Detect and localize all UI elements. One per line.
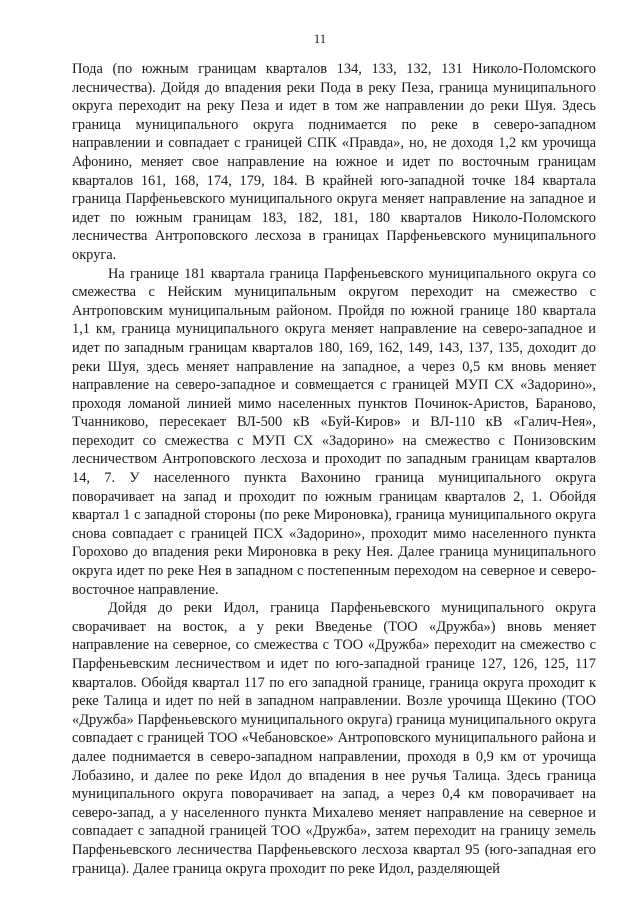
- page-number: 11: [313, 31, 327, 46]
- paragraph-3: Дойдя до реки Идол, граница Парфеньевского муниципального округа сворачивает на восток, а у реки Введенье (ТОО «Дружба») вновь меняет направление на северное, со смежества с ТОО «Дружба» переходит на смежество с Парфеньевским лесничеством и идет по юго-западной границе 127, 126, 125, 117 кварталов. Обойдя квартал 117 по его западной границе, граница округа проходит к реке Талица и идет по ней в западном направлении. Возле урочища Щекино (ТОО «Дружба» Парфеньевского муниципального округа) граница муниципального округа совпадает с границей ТОО «Чебановское» Антроповского муниципального района и далее поднимается в северо-западном направлении, проходя в 0,9 км от урочища Лобазино, и далее по реке Идол до впадения в нее ручья Талица. Здесь граница муниципального округа поворачивает на запад, а через 0,4 км поворачивает на северо-запад, а у населенного пункта Михалево меняет направление на северное и совпадает с западной границей ТОО «Дружба», затем переходит на границу земель Парфеньевского лесничества Парфеньевского лесхоза квартал 95 (юго-западная его граница). Далее граница округа проходит по реке Идол, разделяющей: [72, 600, 596, 877]
- document-body: [72, 60, 596, 878]
- paragraph-1: Пода (по южным границам кварталов 134, 133, 132, 131 Николо-Поломского лесничества). Дойдя до впадения реки Пода в реку Пеза, граница муниципального округа переходит на реку Пеза и идет в том же направлении до реки Шуя. Здесь граница муниципального округа поднимается по реке в северо-западном направлении и совпадает с границей СПК «Правда», но, не доходя 1,2 км урочища Афонино, меняет свое направление на южное и идет по восточным границам кварталов 161, 168, 174, 179, 184. В крайней юго-западной точке 184 квартала граница Парфеньевского муниципального округа меняет направление на западное и идет по южным границам 183, 182, 181, 180 кварталов Николо-Поломского лесничества Антроповского лесхоза в границах Парфеньевского муниципального округа.: [72, 61, 596, 263]
- paragraph-2: На границе 181 квартала граница Парфеньевского муниципального округа со смежества с Нейским муниципальным округом переходит на смежество с Антроповским муниципальным районом. Пройдя по южной границе 180 квартала 1,1 км, граница муниципального округа меняет направление на северо-западное и идет по западным границам кварталов 180, 169, 162, 149, 143, 137, 135, доходит до реки Шуя, здесь меняет направление на западное, а через 0,5 км вновь меняет направление на северо-западное и совмещается с границей МУП СХ «Задорино», проходя ломаной линией мимо населенных пунктов Починок-Аристов, Бараново, Тчанниково, пересекает ВЛ-500 кВ «Буй-Киров» и ВЛ-110 кВ «Галич-Нея», переходит со смежества с МУП СХ «Задорино» на смежество с Понизовским лесничеством Антроповского лесхоза и проходит по западным границам кварталов 14, 7. У населенного пункта Вахонино граница муниципального округа поворачивает на запад и проходит по южным границам кварталов 2, 1. Обойдя квартал 1 с западной стороны (по реке Мироновка), граница муниципального округа снова совпадает с границей ПСХ «Задорино», проходит мимо населенного пункта Горохово до впадения реки Мироновка в реку Нея. Далее граница муниципального округа идет по реке Нея в западном с постепенным переходом на северное и северо-восточное направление.: [72, 265, 596, 598]
